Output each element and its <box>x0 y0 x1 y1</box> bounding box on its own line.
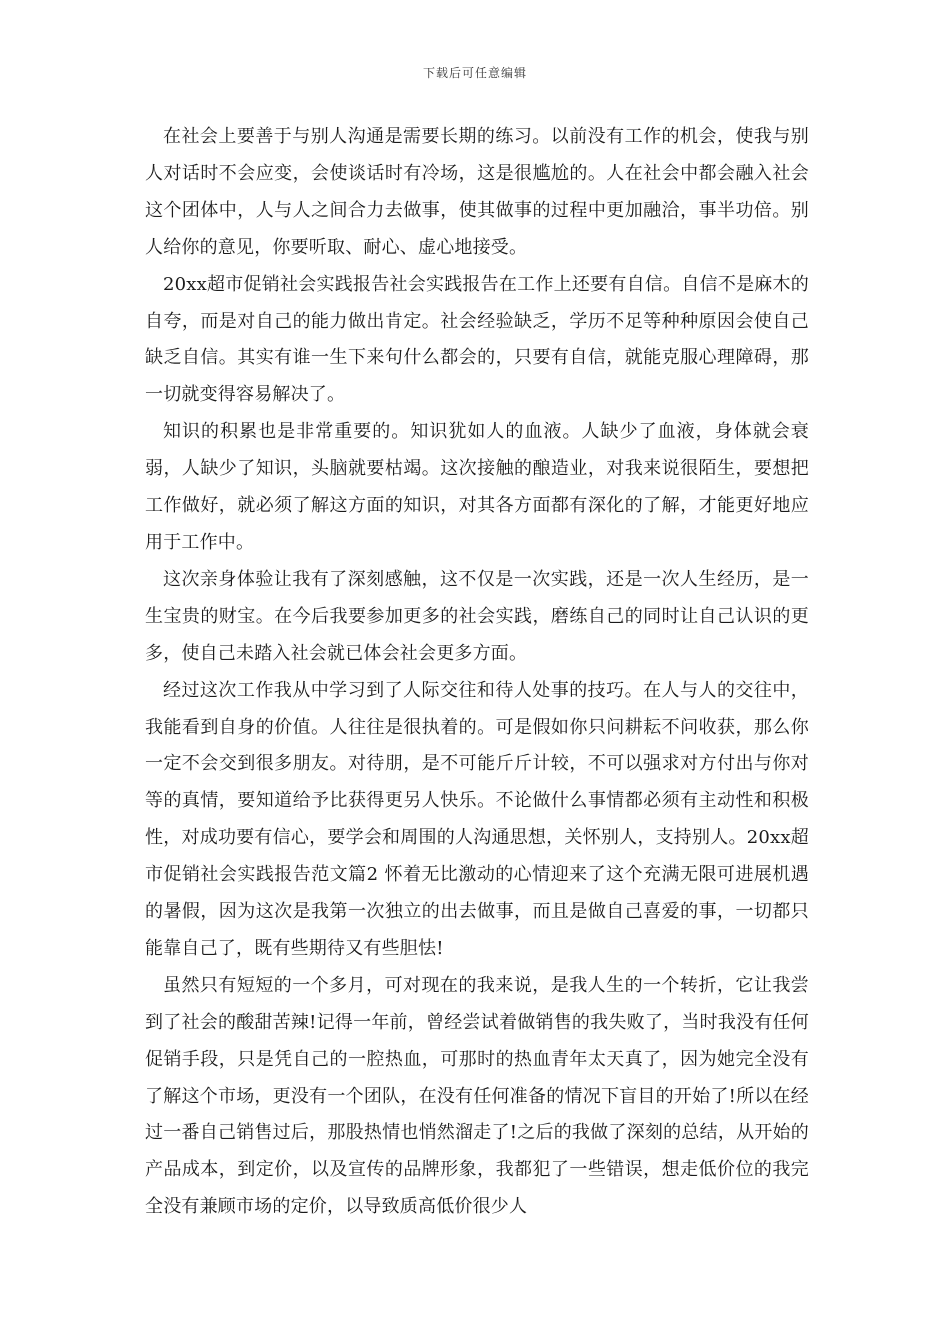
paragraph: 虽然只有短短的一个多月，可对现在的我来说，是我人生的一个转折，它让我尝到了社会的酸甜苦辣!记得一年前，曾经尝试着做销售的我失败了，当时我没有任何促销手段，只是凭自己的一腔热血，可那时的热血青年太天真了，因为她完全没有了解这个市场，更没有一个团队，在没有任何准备的情况下盲目的开始了!所以在经过一番自己销售过后，那股热情也悄然溜走了!之后的我做了深刻的总结，从开始的产品成本，到定价，以及宣传的品牌形象，我都犯了一些错误，想走低价位的我完全没有兼顾市场的定价，以导致质高低价很少人 <box>145 974 809 1218</box>
paragraph: 经过这次工作我从中学习到了人际交往和待人处事的技巧。在人与人的交往中，我能看到自身的价值。人往往是很执着的。可是假如你只问耕耘不问收获，那么你一定不会交到很多朋友。对待朋，是不可能斤斤计较，不可以强求对方付出与你对等的真情，要知道给予比获得更另人快乐。不论做什么事情都必须有主动性和积极性，对成功要有信心，要学会和周围的人沟通思想，关怀别人，支持别人。20xx超市促销社会实践报告范文篇2 怀着无比激动的心情迎来了这个充满无限可进展机遇的暑假，因为这次是我第一次独立的出去做事，而且是做自己喜爱的事，一切都只能靠自己了，既有些期待又有些胆怯! <box>145 679 809 959</box>
header-note: 下载后可任意编辑 <box>422 66 527 80</box>
paragraph: 20xx超市促销社会实践报告社会实践报告在工作上还要有自信。自信不是麻木的自夸，而是对自己的能力做出肯定。社会经验缺乏，学历不足等种种原因会使自己缺乏自信。其实有谁一生下来句什么都会的，只要有自信，就能克服心理障碍，那一切就变得容易解决了。 <box>145 273 809 406</box>
document-body <box>145 119 809 1226</box>
paragraph: 知识的积累也是非常重要的。知识犹如人的血液。人缺少了血液，身体就会衰弱，人缺少了知识，头脑就要枯竭。这次接触的酿造业，对我来说很陌生，要想把工作做好，就必须了解这方面的知识，对其各方面都有深化的了解，才能更好地应用于工作中。 <box>145 421 809 553</box>
paragraph: 在社会上要善于与别人沟通是需要长期的练习。以前没有工作的机会，使我与别人对话时不会应变，会使谈话时有冷场，这是很尴尬的。人在社会中都会融入社会这个团体中，人与人之间合力去做事，使其做事的过程中更加融洽，事半功倍。别人给你的意见，你要听取、耐心、虚心地接受。 <box>145 126 809 258</box>
paragraph: 这次亲身体验让我有了深刻感触，这不仅是一次实践，还是一次人生经历，是一生宝贵的财宝。在今后我要参加更多的社会实践，磨练自己的同时让自己认识的更多，使自己未踏入社会就已体会社会更多方面。 <box>145 568 809 664</box>
